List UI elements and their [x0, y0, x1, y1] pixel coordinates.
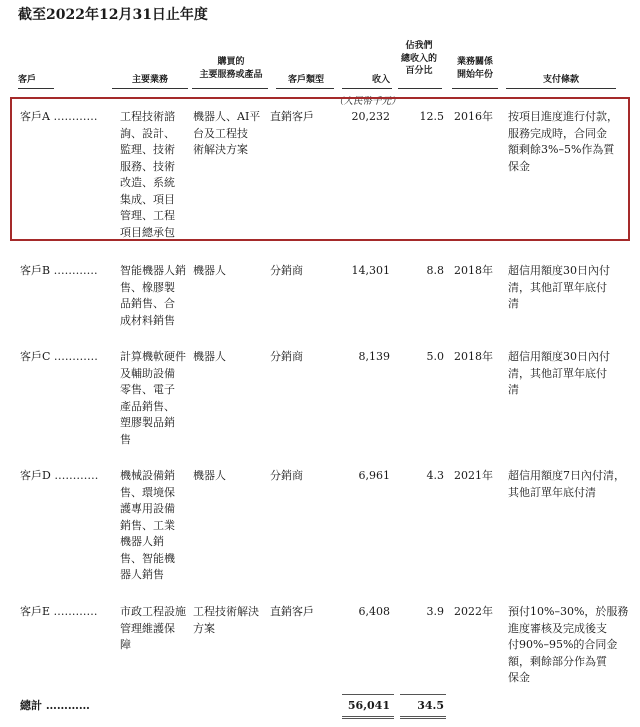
header-payment-terms: 支付條款 [542, 75, 579, 85]
header-revenue: 收入 [371, 75, 390, 85]
header-rule [506, 88, 616, 89]
row-c-type: 分銷商 [270, 350, 303, 363]
row-a-product: 機器人、AI平 台及工程技 術解決方案 [193, 110, 261, 156]
row-a-revenue: 20,232 [351, 110, 390, 123]
header-rule [112, 88, 188, 89]
header-rule [398, 88, 442, 89]
row-c-customer: 客戶C ………… [20, 350, 98, 363]
row-d-revenue: 6,961 [358, 469, 390, 482]
row-b-revenue: 14,301 [351, 264, 390, 277]
row-b-product: 機器人 [193, 264, 226, 277]
total-rule-bottom [400, 718, 446, 719]
header-customer-type: 客戶類型 [287, 75, 324, 85]
header-purchased: 購買的 主要服務或產品 [199, 57, 263, 80]
row-c-terms: 超信用額度30日內付 清，其他訂單年底付 清 [508, 350, 610, 396]
row-d-year: 2021年 [454, 469, 493, 482]
header-pct: 佔我們 總收入的 百分比 [400, 41, 437, 76]
total-label: 總計 ………… [20, 699, 90, 712]
total-revenue: 56,041 [347, 699, 390, 712]
row-d-type: 分銷商 [270, 469, 303, 482]
row-b-terms: 超信用額度30日內付 清，其他訂單年底付 清 [508, 264, 610, 310]
unit-label: （人民幣千元） [334, 96, 401, 107]
row-e-revenue: 6,408 [358, 605, 390, 618]
total-rule-top [342, 694, 394, 695]
row-e-year: 2022年 [454, 605, 493, 618]
row-b-year: 2018年 [454, 264, 493, 277]
total-pct: 34.5 [417, 699, 444, 712]
row-a-business: 工程技術諮 詢、設計、 監理、技術 服務、技術 改造、系統 集成、項目 管理、工程 項目總承包 [120, 110, 175, 239]
row-e-pct: 3.9 [426, 605, 444, 618]
total-rule-bottom [342, 718, 394, 719]
table-title: 截至2022年12月31日止年度 [18, 7, 208, 23]
row-e-business: 市政工程設施 管理維護保 障 [120, 605, 186, 651]
row-e-type: 直銷客戶 [270, 605, 314, 618]
header-rule [192, 88, 268, 89]
row-a-pct: 12.5 [419, 110, 444, 123]
row-e-product: 工程技術解決 方案 [193, 605, 259, 635]
row-b-pct: 8.8 [426, 264, 444, 277]
total-rule-top [400, 694, 446, 695]
row-c-product: 機器人 [193, 350, 226, 363]
row-a-type: 直銷客戶 [270, 110, 314, 123]
row-a-terms: 按項目進度進行付款， 服務完成時，合同金 額剩餘3%–5%作為質 保金 [508, 110, 618, 173]
row-e-customer: 客戶E ………… [20, 605, 98, 618]
header-rule [18, 88, 54, 89]
row-d-customer: 客戶D ………… [20, 469, 99, 482]
row-d-terms: 超信用額度7日內付清， 其他訂單年底付清 [508, 469, 625, 499]
row-b-customer: 客戶B ………… [20, 264, 98, 277]
total-rule-bottom [342, 716, 394, 717]
row-a-year: 2016年 [454, 110, 493, 123]
row-b-business: 智能機器人銷 售、橡膠製 品銷售、合 成材料銷售 [120, 264, 186, 327]
row-d-pct: 4.3 [426, 469, 444, 482]
header-rule [452, 88, 498, 89]
row-e-terms: 預付10%–30%，於服務 進度審核及完成後支 付90%–95%的合同金 額，剩餘部分作為質 保金 [508, 605, 629, 684]
row-c-year: 2018年 [454, 350, 493, 363]
header-main-business: 主要業務 [131, 75, 168, 85]
row-a-customer: 客戶A ………… [20, 110, 98, 123]
header-rule [342, 88, 392, 89]
header-rule [276, 88, 334, 89]
row-c-pct: 5.0 [426, 350, 444, 363]
row-d-business: 機械設備銷 售、環境保 護專用設備 銷售、工業 機器人銷 售、智能機 器人銷售 [120, 469, 175, 581]
row-d-product: 機器人 [193, 469, 226, 482]
row-c-business: 計算機軟硬件 及輔助設備 零售、電子 產品銷售、 塑膠製品銷 售 [120, 350, 186, 446]
row-c-revenue: 8,139 [358, 350, 390, 363]
row-b-type: 分銷商 [270, 264, 303, 277]
total-rule-bottom [400, 716, 446, 717]
header-customer: 客戶 [18, 75, 37, 85]
header-start-year: 業務關係 開始年份 [456, 57, 493, 80]
